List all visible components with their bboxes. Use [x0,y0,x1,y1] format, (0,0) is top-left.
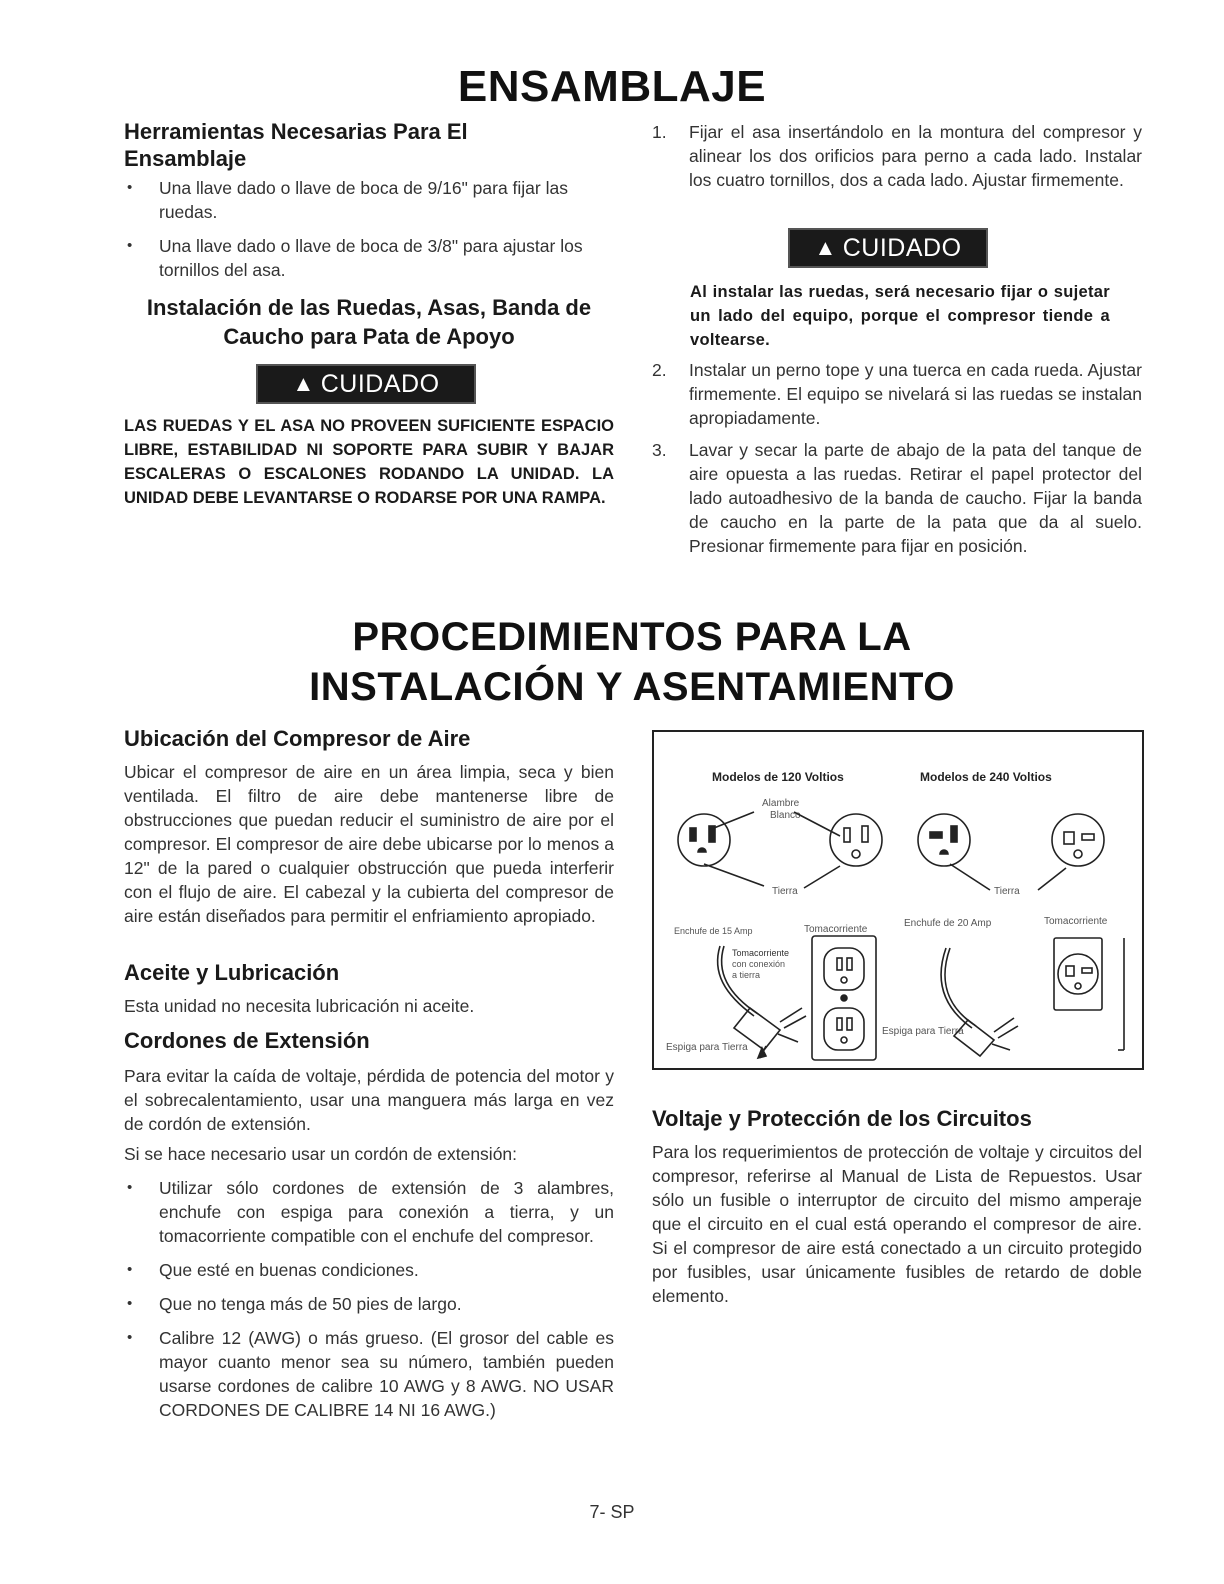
outlet-120-face-icon [830,814,882,866]
list-item [652,358,1142,430]
outlet-20a-plate-icon [1054,938,1102,1010]
step-number: 1. [652,122,667,142]
list-item: • Que no tenga más de 50 pies de largo. [124,1292,614,1316]
step-list-2 [652,358,1142,566]
location-heading: Ubicación del Compresor de Aire [124,726,471,751]
procedures-title-line1: PROCEDIMIENTOS PARA LA [352,615,912,659]
plug-15-label: Enchufe de 15 Amp [674,926,753,936]
cords-if: Si se hace necesario usar un cordón de extensión: [124,1144,518,1164]
models-120-label: Modelos de 120 Voltios [712,770,844,784]
caution-label-2: CUIDADO [842,233,962,262]
caution-label: CUIDADO [320,369,440,398]
warning-triangle-icon: ▲ [292,371,315,396]
caution-text-2: Al instalar las ruedas, será necesario fijar o sujetar un lado del equipo, porque el compresor tiende a voltearse. [690,283,1110,349]
models-240-label: Modelos de 240 Voltios [920,770,1052,784]
list-item: • Calibre 12 (AWG) o más grueso. (El grosor del cable es mayor cuanto menor sea su número, también pueden usarse cordones de calibre 10 AWG y 8 AWG. NO USAR CORDONES DE CALIBRE 14 NI 16 AWG.) [124,1326,614,1422]
tools-heading: Herramientas Necesarias Para El Ensamblaje [124,119,468,171]
cords-heading: Cordones de Extensión [124,1028,370,1053]
caution-banner [256,364,476,404]
grounded-outlet-label-1: Tomacorriente [732,948,790,958]
assembly-title: ENSAMBLAJE [457,62,767,111]
voltage-text: Para los requerimientos de protección de voltaje y circuitos del compresor, referirse al Manual de Lista de Repuestos. Usar sólo un fusible o interruptor de circuito del mismo amperaje que el circuito en el cual está operando el compresor de aire. Si el compresor de aire está conectado a un circuito protegido por fusibles, usar únicamente fusibles de retardo de doble elemento. [652,1142,1142,1306]
list-item [652,120,1142,192]
cords-list [124,1176,614,1432]
outlet-right-label: Tomacorriente [1044,916,1108,927]
plug-20a-icon [941,948,1018,1056]
install-heading-line1: Instalación de las Ruedas, Asas, Banda de [146,295,592,320]
oil-heading: Aceite y Lubricación [124,960,340,985]
grounded-outlet-label-3: a tierra [732,970,761,980]
list-item: • Que esté en buenas condiciones. [124,1258,614,1282]
step-number: 3. [652,440,667,460]
plug-20-label: Enchufe de 20 Amp [904,918,992,929]
ground-label-right: Tierra [994,886,1020,897]
pin-label-right: Espiga para Tierra [882,1026,964,1037]
tools-list [124,176,594,292]
install-heading [124,293,614,351]
plug-outlet-figure [652,730,1144,1070]
list-item: • Una llave dado o llave de boca de 3/8" para ajustar los tornillos del asa. [124,234,594,282]
oil-text: Esta unidad no necesita lubricación ni aceite. [124,996,475,1016]
pin-label-left: Espiga para Tierra [666,1042,748,1053]
outlet-left-label: Tomacorriente [804,924,868,935]
outlet-240-face-icon [1052,814,1104,866]
plug-240-face-icon [918,814,970,866]
step-text: Instalar un perno tope y una tuerca en cada rueda. Ajustar firmemente. El equipo se nivelará si las ruedas se instalan apropiadamente. [689,360,1142,428]
plug-15a-icon [718,946,806,1058]
step-text: Fijar el asa insertándolo en la montura del compresor y alinear los dos orificios para perno a cada lado. Instalar los cuatro tornillos, dos a cada lado. Ajustar firmemente. [689,122,1142,190]
list-item: • Una llave dado o llave de boca de 9/16" para fijar las ruedas. [124,176,594,224]
warning-triangle-icon: ▲ [814,235,837,260]
figure-drawing [654,732,1142,1068]
outlet-15a-plate-icon [812,936,876,1060]
step-list-1 [652,120,1142,200]
step-text: Lavar y secar la parte de abajo de la pata del tanque de aire opuesta a las ruedas. Retirar el papel protector del lado autoadhesivo de la banda de caucho. Fijar la banda de caucho en la parte de la pata que da al suelo. Presionar firmemente para fijar en posición. [689,440,1142,556]
step-number: 2. [652,360,667,380]
install-heading-line2: Caucho para Pata de Apoyo [223,324,515,349]
grounded-outlet-label-2: con conexión [732,959,786,969]
plug-120-face-icon [678,814,730,866]
white-wire-label-1: Alambre [762,798,800,809]
list-item [652,438,1142,558]
list-item: • Utilizar sólo cordones de extensión de 3 alambres, enchufe con espiga para conexión a tierra, y un tomacorriente compatible con el enchufe del compresor. [124,1176,614,1248]
white-wire-label-2: Blanco [770,810,801,821]
procedures-title-line2: INSTALACIÓN Y ASENTAMIENTO [309,665,955,709]
voltage-heading: Voltaje y Protección de los Circuitos [652,1106,1032,1131]
procedures-title [0,612,1224,712]
caution-banner-2 [788,228,988,268]
ground-label-left: Tierra [772,886,798,897]
caution-text: LAS RUEDAS Y EL ASA NO PROVEEN SUFICIENTE ESPACIO LIBRE, ESTABILIDAD NI SOPORTE PARA SUBIR Y BAJAR ESCALERAS O ESCALONES RODANDO LA UNIDAD. LA UNIDAD DEBE LEVANTARSE O RODARSE POR UNA RAMPA. [124,417,614,507]
location-text: Ubicar el compresor de aire en un área limpia, seca y bien ventilada. El filtro de aire debe mantenerse libre de obstrucciones que puedan reducir el suministro de aire por el compresor. El compresor de aire debe ubicarse por lo menos a 12" de la pared o cualquier obstrucción que pueda interferir con el flujo de aire. El cabezal y la cubierta del compresor de aire están diseñados para permitir el enfriamiento apropiado. [124,762,614,926]
cords-text: Para evitar la caída de voltaje, pérdida de potencia del motor y el sobrecalentamiento, usar una manguera más larga en vez de cordón de extensión. [124,1066,614,1134]
page-number: 7- SP [589,1502,635,1522]
